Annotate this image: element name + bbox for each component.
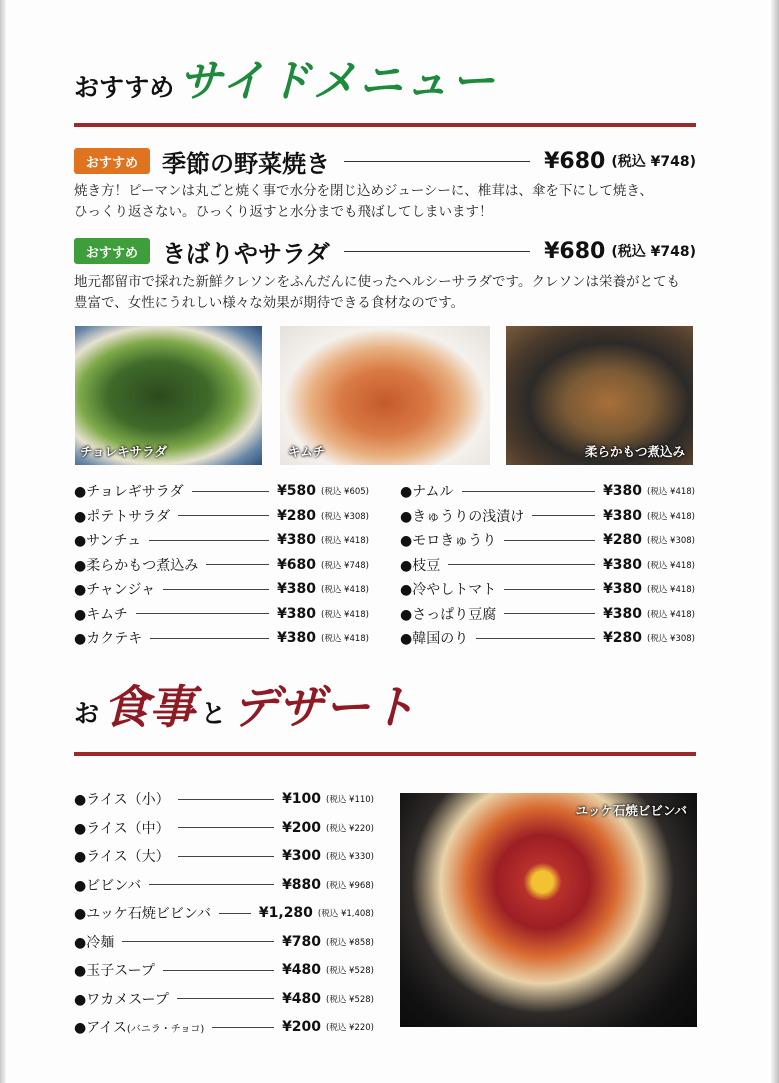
photo-caption: チョレキサラダ	[80, 444, 168, 459]
item-tax: (税込 ¥418)	[647, 511, 695, 522]
item-name: ●アイス	[74, 1020, 127, 1037]
section-title-side-menu	[74, 56, 497, 107]
photo-caption: キムチ	[288, 444, 326, 459]
item-name: ●ユッケ石焼ビビンバ	[74, 906, 211, 923]
leader-line	[504, 613, 595, 614]
section-title-main: サイドメニュー	[178, 56, 497, 107]
item-name: ●ビビンバ	[74, 877, 142, 894]
list-item	[400, 479, 695, 504]
featured-item-name: 季節の野菜焼き	[162, 148, 330, 178]
photo-caption: 柔らかもつ煮込み	[584, 444, 685, 459]
item-price: ¥380	[603, 483, 643, 500]
item-name: ●ライス（中）	[74, 820, 170, 837]
item-price: ¥380	[603, 507, 643, 524]
section-title-prefix: おすすめ	[74, 73, 175, 102]
item-name: ●玉子スープ	[74, 963, 155, 980]
description-line: 焼き方！ピーマンは丸ごと焼く事で水分を閉じ込めジューシーに、椎茸は、傘を下にして焼き、	[74, 183, 653, 199]
item-tax: (税込 ¥528)	[326, 994, 374, 1005]
leader-line	[163, 970, 274, 971]
item-tax: (税込 ¥220)	[326, 1023, 374, 1034]
item-name: ●さっぱり豆腐	[400, 606, 497, 623]
description-line: 豊富で、女性にうれしい様々な効果が期待できる食材なのです。	[74, 295, 465, 311]
leader-line	[448, 564, 595, 565]
item-price: ¥1,280	[258, 905, 313, 922]
item-tax: (税込 ¥418)	[647, 560, 695, 571]
item-tax: (税込 ¥418)	[647, 487, 695, 498]
item-tax: (税込 ¥330)	[326, 852, 374, 863]
list-item	[74, 814, 374, 843]
item-name: ●ナムル	[400, 484, 454, 501]
list-item	[74, 602, 369, 627]
list-item	[400, 602, 695, 627]
list-item	[74, 928, 374, 957]
photo-choregi-salad	[75, 326, 262, 465]
list-item	[400, 504, 695, 529]
section-title-meal-dessert	[74, 680, 417, 734]
list-item	[74, 528, 369, 553]
leader-line	[192, 491, 269, 492]
list-item	[400, 553, 695, 578]
list-item	[400, 528, 695, 553]
item-name: ●カクテキ	[74, 631, 143, 648]
list-item	[74, 1013, 374, 1042]
section-title-dessert: デザート	[232, 680, 417, 734]
leader-line	[178, 827, 274, 828]
list-item	[74, 553, 369, 578]
item-flavors: (バニラ・チョコ)	[126, 1023, 205, 1035]
meal-menu-list	[74, 785, 374, 1042]
leader-line	[122, 941, 274, 942]
leader-line	[504, 589, 595, 590]
list-item	[74, 626, 369, 651]
recommend-badge: おすすめ	[74, 148, 150, 174]
section-title-to: と	[201, 699, 227, 728]
section-title-meal: 食事	[103, 680, 196, 734]
section-title-o: お	[74, 699, 100, 728]
item-tax: (税込 ¥220)	[326, 823, 374, 834]
item-tax: (税込 ¥748)	[321, 560, 369, 571]
item-tax: (税込 ¥308)	[321, 511, 369, 522]
list-item	[400, 577, 695, 602]
item-price: ¥380	[277, 532, 317, 549]
item-name: ●韓国のり	[400, 631, 469, 648]
item-tax: (税込 ¥418)	[321, 585, 369, 596]
item-price: ¥380	[603, 605, 643, 622]
leader-line	[136, 613, 269, 614]
item-price: ¥200	[282, 819, 322, 836]
item-tax: (税込 ¥308)	[647, 634, 695, 645]
list-item	[74, 785, 374, 814]
dotted-leader	[344, 251, 530, 252]
leader-line	[532, 515, 595, 516]
list-item	[74, 899, 374, 928]
leader-line	[163, 589, 269, 590]
item-name: ●ライス（小）	[74, 792, 170, 809]
item-name: ●冷やしトマト	[400, 582, 497, 599]
item-name: ●サンチュ	[74, 533, 142, 550]
item-price: ¥300	[282, 848, 322, 865]
item-name: ●冷麺	[74, 934, 115, 951]
photo-yukhoe-bibimbap	[400, 793, 697, 1027]
item-tax: (税込 ¥968)	[326, 880, 374, 891]
item-tax: (税込 ¥528)	[326, 966, 374, 977]
leader-line	[178, 856, 274, 857]
item-tax: (税込 ¥418)	[321, 634, 369, 645]
item-price: ¥380	[603, 581, 643, 598]
item-tax: (税込 ¥418)	[647, 585, 695, 596]
item-price: ¥280	[603, 630, 643, 647]
item-tax: (税込 ¥418)	[647, 609, 695, 620]
list-item	[74, 985, 374, 1014]
item-price: ¥880	[282, 876, 322, 893]
page-edge-left	[0, 0, 6, 1083]
item-tax: (税込 ¥308)	[647, 536, 695, 547]
recommend-badge: おすすめ	[74, 238, 150, 264]
item-tax: (税込 ¥605)	[321, 487, 369, 498]
item-price: ¥280	[277, 507, 317, 524]
list-item	[74, 479, 369, 504]
item-name: ●チョレギサラダ	[74, 484, 184, 501]
leader-line	[219, 913, 251, 914]
item-name: ●枝豆	[400, 557, 441, 574]
item-tax: (税込 ¥1,408)	[317, 909, 374, 920]
featured-item	[74, 145, 696, 177]
item-price: ¥680	[277, 556, 317, 573]
leader-line	[150, 638, 269, 639]
list-item	[74, 871, 374, 900]
section-divider	[74, 752, 696, 756]
page-edge-right	[771, 0, 779, 1083]
side-menu-list-left	[74, 479, 369, 651]
list-item	[400, 626, 695, 651]
description-line: ひっくり返さない。ひっくり返すと水分までも飛ばしてしまいます！	[74, 204, 493, 220]
item-name: ●きゅうりの浅漬け	[400, 508, 525, 525]
featured-item	[74, 235, 696, 267]
item-price: ¥380	[277, 581, 317, 598]
item-price: ¥580	[277, 483, 317, 500]
item-name: ●ポテトサラダ	[74, 508, 171, 525]
leader-line	[149, 884, 274, 885]
leader-line	[462, 491, 596, 492]
item-name: ●ライス（大）	[74, 849, 170, 866]
section-divider	[74, 123, 696, 127]
featured-item-tax: (税込 ¥748)	[611, 244, 696, 260]
item-price: ¥480	[282, 962, 322, 979]
featured-item-name: きばりやサラダ	[162, 238, 330, 268]
featured-item-price: ¥680	[544, 148, 606, 174]
item-price: ¥780	[282, 933, 322, 950]
featured-item-description	[74, 272, 704, 314]
item-price: ¥380	[603, 556, 643, 573]
list-item	[74, 577, 369, 602]
featured-item-tax: (税込 ¥748)	[611, 154, 696, 170]
item-price: ¥200	[282, 1019, 322, 1036]
description-line: 地元都留市で採れた新鮮クレソンをふんだんに使ったヘルシーサラダです。クレソンは栄養がとても	[74, 274, 680, 290]
leader-line	[178, 515, 269, 516]
photo-caption: ユッケ石焼ビビンバ	[575, 803, 687, 818]
item-tax: (税込 ¥110)	[326, 795, 374, 806]
leader-line	[504, 540, 595, 541]
featured-item-description	[74, 181, 704, 223]
list-item	[74, 956, 374, 985]
item-tax: (税込 ¥418)	[321, 609, 369, 620]
photo-kimchi	[280, 326, 490, 465]
item-price: ¥380	[277, 630, 317, 647]
leader-line	[212, 1027, 274, 1028]
item-price: ¥100	[282, 791, 322, 808]
item-name: ●キムチ	[74, 606, 128, 623]
item-price: ¥380	[277, 605, 317, 622]
featured-item-price: ¥680	[544, 238, 606, 264]
item-tax: (税込 ¥418)	[321, 536, 369, 547]
list-item	[74, 504, 369, 529]
leader-line	[178, 799, 274, 800]
leader-line	[149, 540, 269, 541]
leader-line	[206, 564, 269, 565]
leader-line	[476, 638, 595, 639]
leader-line	[177, 998, 274, 999]
item-price: ¥480	[282, 990, 322, 1007]
list-item	[74, 842, 374, 871]
item-name: ●チャンジャ	[74, 582, 156, 599]
item-name: ●ワカメスープ	[74, 991, 169, 1008]
side-menu-list-right	[400, 479, 695, 651]
photo-motsu-nikomi	[506, 326, 693, 465]
item-name: ●モロきゅうり	[400, 533, 497, 550]
item-tax: (税込 ¥858)	[326, 937, 374, 948]
item-price: ¥280	[603, 532, 643, 549]
item-name: ●柔らかもつ煮込み	[74, 557, 199, 574]
dotted-leader	[344, 161, 530, 162]
